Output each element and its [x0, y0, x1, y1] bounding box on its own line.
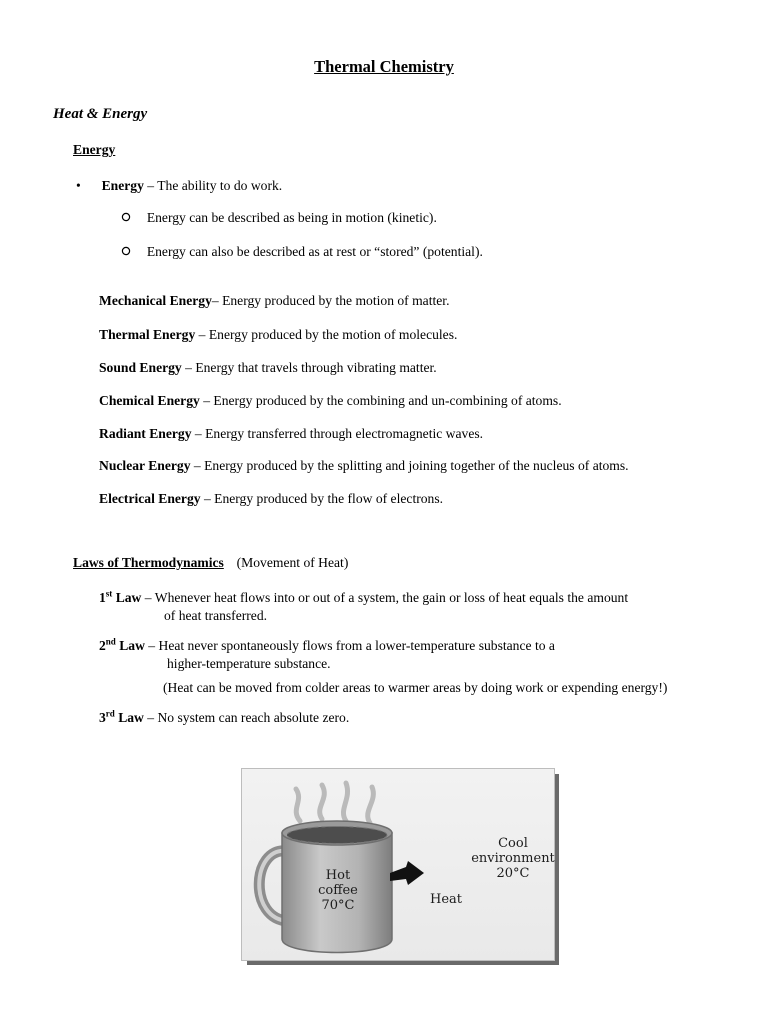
law-text: – No system can reach absolute zero. [143, 710, 350, 725]
term: Thermal Energy [99, 327, 196, 342]
law-ordinal-suffix: rd [105, 708, 115, 719]
page-title: Thermal Chemistry [314, 57, 454, 76]
bullet-marker: • [76, 178, 81, 193]
steam-icon [296, 783, 373, 823]
mug-label-line: 70°C [321, 897, 355, 913]
law-ordinal-suffix: nd [105, 636, 116, 647]
hollow-circle-bullet-icon [121, 246, 131, 256]
definition: – Energy produced by the splitting and joining together of the nucleus of atoms. [190, 458, 629, 473]
sub-bullet-potential [121, 244, 483, 260]
energy-type-radiant [99, 426, 483, 442]
law-text: – Whenever heat flows into or out of a system, the gain or loss of heat equals the amount [141, 590, 629, 605]
law-ordinal-suffix: st [105, 588, 113, 599]
energy-term: Energy [101, 178, 144, 193]
law-label: Law [115, 638, 145, 653]
law-1-continuation: of heat transferred. [164, 608, 268, 623]
energy-type-nuclear [99, 458, 629, 474]
term: Electrical Energy [99, 491, 201, 506]
environment-label-line: 20°C [496, 865, 530, 881]
energy-type-mechanical [99, 293, 449, 309]
sub-bullet-text: Energy can be described as being in motion (kinetic). [146, 210, 437, 225]
mug-label-line: coffee [318, 882, 358, 898]
term: Nuclear Energy [99, 458, 191, 473]
energy-definition [76, 178, 282, 194]
sub-bullet-text: Energy can also be described as at rest or “stored” (potential). [146, 244, 483, 259]
energy-type-chemical [99, 393, 562, 409]
law-3 [99, 710, 349, 726]
energy-subheading: Energy [73, 142, 116, 157]
section-heading: Heat & Energy [53, 106, 148, 122]
heat-arrow-icon [390, 861, 424, 885]
environment-label-line: environment [471, 850, 555, 866]
mug-label-line: Hot [325, 868, 351, 883]
hollow-circle-bullet-icon [121, 212, 131, 222]
definition: – Energy transferred through electromagnetic waves. [191, 426, 484, 441]
energy-definition-text: – The ability to do work. [143, 178, 283, 193]
law-2 [99, 638, 555, 654]
definition: – Energy produced by the motion of matter. [211, 293, 450, 308]
law-2-note: (Heat can be moved from colder areas to warmer areas by doing work or expending energy!) [163, 680, 668, 695]
figure-panel [241, 768, 555, 961]
definition: – Energy produced by the flow of electrons. [200, 491, 444, 506]
environment-label [470, 837, 556, 882]
definition: – Energy that travels through vibrating matter. [181, 360, 437, 375]
laws-heading-title: Laws of Thermodynamics [73, 555, 224, 570]
heat-label: Heat [430, 892, 463, 907]
term: Chemical Energy [99, 393, 200, 408]
law-number: 2 [99, 638, 106, 653]
law-text: – Heat never spontaneously flows from a lower-temperature substance to a [144, 638, 555, 653]
law-number: 3 [99, 710, 106, 725]
laws-heading [73, 555, 348, 571]
environment-label-line: Cool [498, 836, 528, 851]
energy-type-electrical [99, 491, 443, 507]
energy-type-thermal [99, 327, 457, 343]
heat-transfer-figure [241, 768, 559, 965]
definition: – Energy produced by the motion of molecules. [195, 327, 458, 342]
law-label: Law [114, 710, 144, 725]
laws-heading-note: (Movement of Heat) [236, 555, 349, 570]
law-1 [99, 590, 628, 606]
law-number: 1 [99, 590, 106, 605]
law-label: Law [112, 590, 142, 605]
term: Sound Energy [99, 360, 182, 375]
term: Radiant Energy [99, 426, 192, 441]
law-2-continuation: higher-temperature substance. [167, 656, 331, 671]
mug-label [302, 869, 374, 914]
sub-bullet-kinetic [121, 210, 437, 226]
term: Mechanical Energy [99, 293, 212, 308]
energy-type-sound [99, 360, 437, 376]
definition: – Energy produced by the combining and un-combining of atoms. [199, 393, 562, 408]
